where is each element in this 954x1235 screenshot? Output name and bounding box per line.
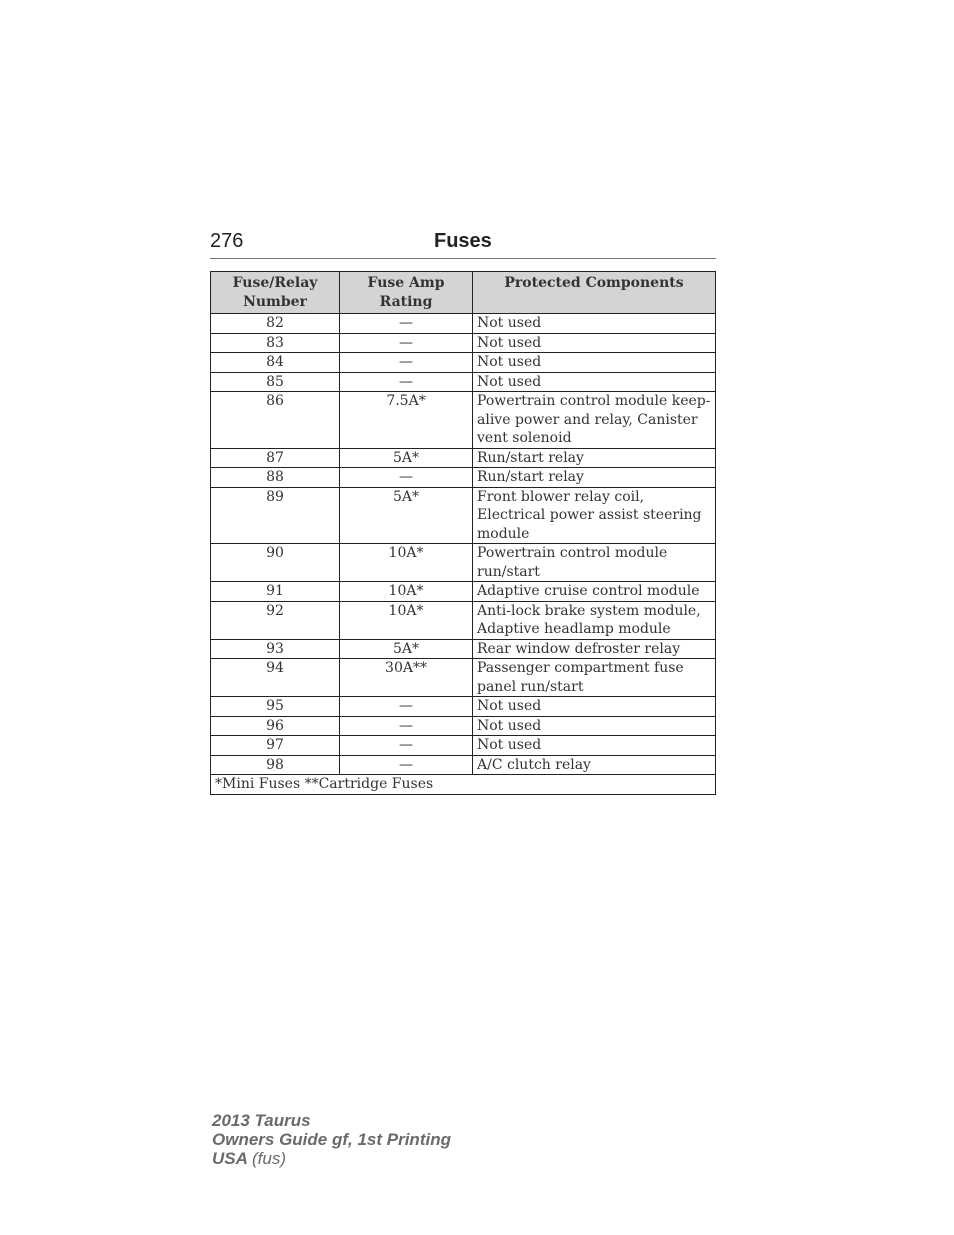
- protected-components: Not used: [473, 353, 716, 373]
- table-row: [211, 468, 716, 488]
- page-number: 276: [210, 230, 244, 252]
- table-row: [211, 392, 716, 449]
- protected-components: Front blower relay coil, Electrical power assist steering module: [473, 487, 716, 544]
- fuse-rating: —: [340, 372, 473, 392]
- fuse-rating: 10A*: [340, 582, 473, 602]
- protected-components: Not used: [473, 333, 716, 353]
- protected-components: Not used: [473, 736, 716, 756]
- protected-components: A/C clutch relay: [473, 755, 716, 775]
- fuse-number: 95: [211, 697, 340, 717]
- fuse-rating: —: [340, 736, 473, 756]
- fuse-number: 89: [211, 487, 340, 544]
- protected-components: Not used: [473, 716, 716, 736]
- fuse-rating: 5A*: [340, 487, 473, 544]
- table-row: [211, 659, 716, 697]
- table-row: [211, 544, 716, 582]
- fuse-rating: —: [340, 314, 473, 334]
- fuse-number: 94: [211, 659, 340, 697]
- protected-components: Rear window defroster relay: [473, 639, 716, 659]
- protected-components: Anti-lock brake system module, Adaptive headlamp module: [473, 601, 716, 639]
- table-header-row: [211, 272, 716, 314]
- table-row: [211, 353, 716, 373]
- fuse-rating: 5A*: [340, 448, 473, 468]
- table-row: [211, 755, 716, 775]
- fuse-rating: —: [340, 468, 473, 488]
- table-row: [211, 582, 716, 602]
- table-row: [211, 448, 716, 468]
- fuse-number: 92: [211, 601, 340, 639]
- fuse-number: 85: [211, 372, 340, 392]
- table-row: [211, 333, 716, 353]
- column-header-rating: Fuse Amp Rating: [340, 272, 473, 314]
- fuse-table: [210, 271, 716, 795]
- fuse-rating: 5A*: [340, 639, 473, 659]
- footer-guide: Owners Guide gf, 1st Printing: [212, 1130, 451, 1149]
- protected-components: Powertrain control module run/start: [473, 544, 716, 582]
- protected-components: Adaptive cruise control module: [473, 582, 716, 602]
- fuse-number: 90: [211, 544, 340, 582]
- table-row: [211, 736, 716, 756]
- table-row: [211, 487, 716, 544]
- table-row: [211, 697, 716, 717]
- protected-components: Not used: [473, 372, 716, 392]
- fuse-rating: 10A*: [340, 544, 473, 582]
- fuse-rating: —: [340, 697, 473, 717]
- page-header: [210, 230, 716, 259]
- fuse-number: 87: [211, 448, 340, 468]
- fuse-rating: —: [340, 716, 473, 736]
- protected-components: Powertrain control module keep-alive power and relay, Canister vent solenoid: [473, 392, 716, 449]
- fuse-rating: 10A*: [340, 601, 473, 639]
- footer-model: 2013 Taurus: [212, 1111, 311, 1130]
- fuse-number: 88: [211, 468, 340, 488]
- fuse-number: 97: [211, 736, 340, 756]
- fuse-rating: —: [340, 333, 473, 353]
- fuse-number: 83: [211, 333, 340, 353]
- protected-components: Run/start relay: [473, 468, 716, 488]
- fuse-rating: 7.5A*: [340, 392, 473, 449]
- fuse-number: 84: [211, 353, 340, 373]
- fuse-number: 93: [211, 639, 340, 659]
- fuse-number: 98: [211, 755, 340, 775]
- table-row: [211, 639, 716, 659]
- column-header-components: Protected Components: [473, 272, 716, 314]
- protected-components: Not used: [473, 697, 716, 717]
- footer-region: [212, 1149, 451, 1168]
- footer-code: (fus): [252, 1149, 286, 1168]
- fuse-number: 82: [211, 314, 340, 334]
- document-footer: [212, 1111, 451, 1168]
- fuse-rating: 30A**: [340, 659, 473, 697]
- table-footnote-row: [211, 775, 716, 795]
- fuse-rating: —: [340, 353, 473, 373]
- footer-country: USA: [212, 1149, 248, 1168]
- fuse-number: 86: [211, 392, 340, 449]
- table-row: [211, 372, 716, 392]
- protected-components: Not used: [473, 314, 716, 334]
- column-header-number: Fuse/Relay Number: [211, 272, 340, 314]
- section-title: Fuses: [434, 230, 492, 252]
- fuse-rating: —: [340, 755, 473, 775]
- table-row: [211, 716, 716, 736]
- protected-components: Passenger compartment fuse panel run/start: [473, 659, 716, 697]
- fuse-number: 96: [211, 716, 340, 736]
- fuse-number: 91: [211, 582, 340, 602]
- table-footnote: *Mini Fuses **Cartridge Fuses: [211, 775, 716, 795]
- table-row: [211, 314, 716, 334]
- table-row: [211, 601, 716, 639]
- protected-components: Run/start relay: [473, 448, 716, 468]
